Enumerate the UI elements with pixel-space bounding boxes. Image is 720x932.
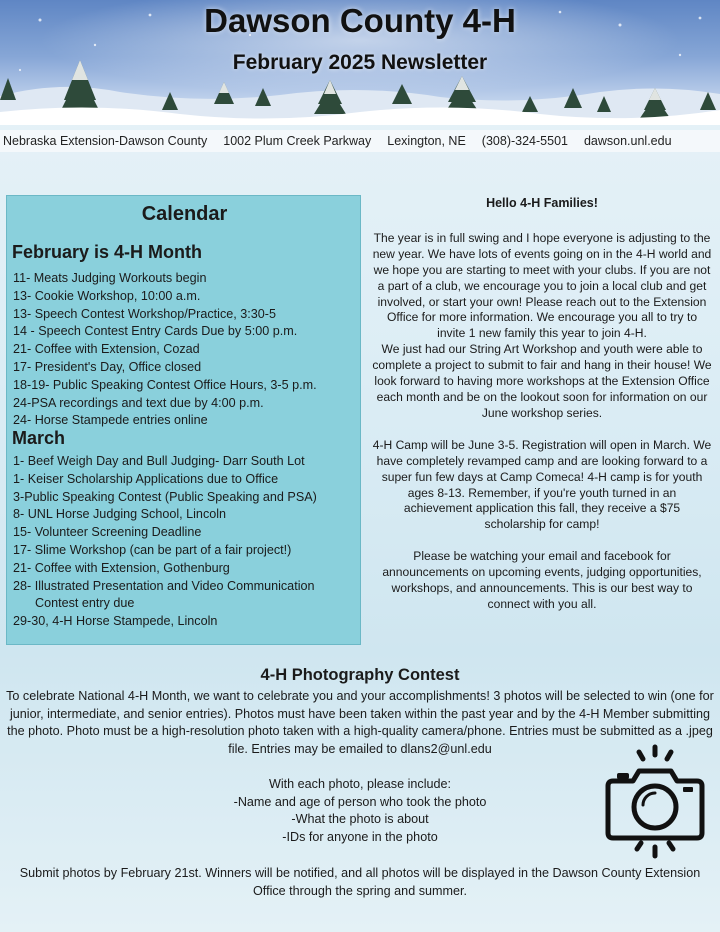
office-city: Lexington, NE xyxy=(387,134,466,148)
march-heading: March xyxy=(12,428,66,448)
list-item: 24- Horse Stampede entries online xyxy=(13,413,208,428)
list-item: 28- Illustrated Presentation and Video Communication xyxy=(13,578,315,593)
newsletter-subtitle: February 2025 Newsletter xyxy=(232,51,488,74)
families-letter xyxy=(372,196,712,629)
list-item: 1- Beef Weigh Day and Bull Judging- Darr South Lot xyxy=(13,454,305,468)
list-item: 17- Slime Workshop (can be part of a fair project!) xyxy=(13,542,292,557)
list-item: 11- Meats Judging Workouts begin xyxy=(13,271,207,285)
february-heading: February is 4-H Month xyxy=(12,242,203,262)
letter-paragraph: The year is in full swing and I hope everyone is adjusting to the new year. We have lots of events going on in the 4-H world and we hope you are starting to meet with your clubs. If you are not a part of a club, we encourage you to join a local club and get involved, or start your own! Please reach out to the Extension Office for more information. We encourage you all to try to invite 1 new family this year to join 4-H. xyxy=(372,230,712,341)
calendar-title: Calendar xyxy=(141,203,228,225)
office-website[interactable]: dawson.unl.edu xyxy=(583,134,672,148)
list-item: -IDs for anyone in the photo xyxy=(282,829,438,844)
list-item: 24-PSA recordings and text due by 4:00 p.m. xyxy=(13,395,264,410)
list-item: 18-19- Public Speaking Contest Office Hours, 3-5 p.m. xyxy=(13,377,317,392)
newsletter-title: Dawson County 4-H xyxy=(204,2,516,39)
letter-paragraph: We just had our String Art Workshop and youth were able to complete a project to submit to fair and hang in their house! We look forward to having more workshops at the Extension Office each month and be on the lookout soon for information on our June workshop series. xyxy=(372,342,712,420)
camera-icon xyxy=(603,743,707,861)
list-item: 3-Public Speaking Contest (Public Speaking and PSA) xyxy=(13,489,317,504)
list-item: Contest entry due xyxy=(35,596,135,611)
header-banner xyxy=(0,0,720,125)
march-list xyxy=(13,453,358,631)
letter-greeting: Hello 4-H Families! xyxy=(486,196,598,210)
list-item: 13- Cookie Workshop, 10:00 a.m. xyxy=(13,288,201,303)
office-name: Nebraska Extension-Dawson County xyxy=(3,134,208,148)
photo-submit-note: Submit photos by February 21st. Winners will be notified, and all photos will be displayed in the Dawson County Extension Office through the spring and summer. xyxy=(19,866,701,898)
photo-include-list xyxy=(160,776,560,846)
office-address: 1002 Plum Creek Parkway xyxy=(223,134,372,148)
letter-paragraph: 4-H Camp will be June 3-5. Registration will open in March. We have completely revamped camp and are looking forward to a super fun few days at Camp Comeca! 4-H camp is for youth ages 8-13. Remember, if you're youth turned in an achievement application this fall, they receive a $75 scholarship for camp! xyxy=(372,437,712,532)
list-item: 21- Coffee with Extension, Gothenburg xyxy=(13,560,230,575)
list-item: 21- Coffee with Extension, Cozad xyxy=(13,342,200,357)
list-item: 29-30, 4-H Horse Stampede, Lincoln xyxy=(13,614,218,629)
letter-paragraph: Please be watching your email and facebook for announcements on upcoming events, judging opportunities, workshops, and announcements. This is our best way to connect with you all. xyxy=(382,549,702,611)
february-list xyxy=(13,270,358,430)
list-item: 14 - Speech Contest Entry Cards Due by 5:00 p.m. xyxy=(13,324,298,339)
contact-bar xyxy=(0,130,720,152)
photo-contest-description: To celebrate National 4-H Month, we want to celebrate you and your accomplishments! 3 photos will be selected to win (one for junior, intermediate, and senior entries). Photos must have been taken within the past year and by the 4-H Member submitting the photo. Photo must be a high-resolution photo taken with a high-quality camera/phone. Entries must be submitted as a .jpeg file. Entries may be emailed to dlans2@unl.edu xyxy=(6,689,714,756)
office-phone: (308)-324-5501 xyxy=(481,134,568,148)
list-item: 17- President's Day, Office closed xyxy=(13,359,202,374)
photo-contest-title: 4-H Photography Contest xyxy=(260,666,460,684)
list-item: 1- Keiser Scholarship Applications due to Office xyxy=(13,471,279,486)
list-item: 13- Speech Contest Workshop/Practice, 3:30-5 xyxy=(13,306,276,321)
list-item: 8- UNL Horse Judging School, Lincoln xyxy=(13,507,227,522)
list-item: 15- Volunteer Screening Deadline xyxy=(13,525,202,540)
list-item: -Name and age of person who took the photo xyxy=(233,794,487,809)
include-lead: With each photo, please include: xyxy=(268,777,452,791)
calendar-box xyxy=(6,195,361,645)
list-item: -What the photo is about xyxy=(291,812,429,827)
